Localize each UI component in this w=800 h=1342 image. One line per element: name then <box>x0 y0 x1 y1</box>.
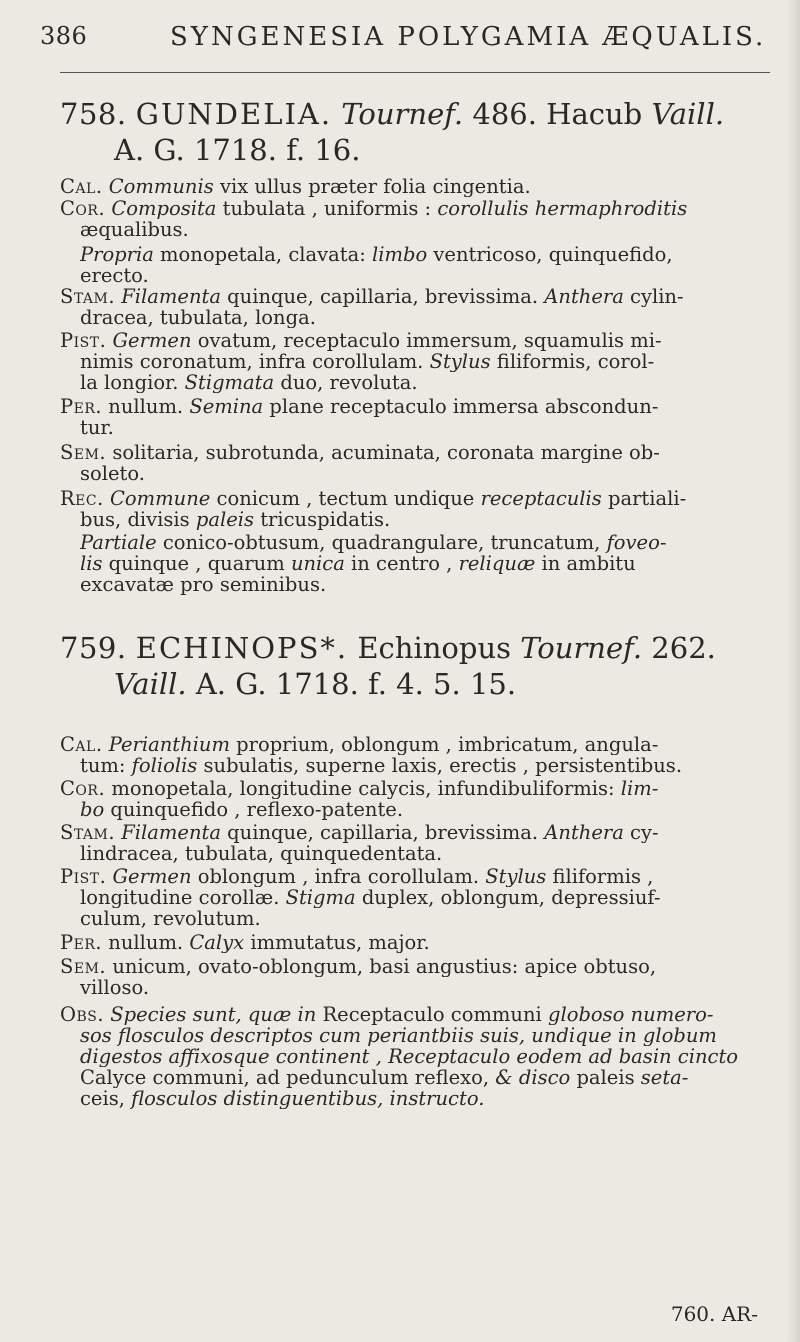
echinops-stamens: Stam. Filamenta quinque, capillaria, brevissima. Anthera cy- lindracea, tubulata, quinquedentata. <box>60 822 659 864</box>
gundelia-corolla-propria: Propria monopetala, clavata: limbo ventricoso, quinquefido, erecto. <box>80 244 673 286</box>
gundelia-calyx: Cal. Communis vix ullus præter folia cingentia. <box>60 176 531 197</box>
gundelia-seeds: Sem. solitaria, subrotunda, acuminata, coronata margine ob- soleto. <box>60 442 660 484</box>
page-number: 386 <box>40 22 88 50</box>
gundelia-pericarp: Per. nullum. Semina plane receptaculo immersa abscondun- tur. <box>60 396 659 438</box>
gundelia-corolla: Cor. Composita tubulata , uniformis : corollulis hermaphroditis æqualibus. <box>60 198 688 240</box>
page-edge-shadow <box>786 0 800 1342</box>
gundelia-receptacle-partiale: Partiale conico-obtusum, quadrangulare, truncatum, foveo- lis quinque , quarum unica in centro , reliquæ in ambitu excavatæ pro seminibus. <box>80 532 667 595</box>
running-title: SYNGENESIA POLYGAMIA ÆQUALIS. <box>170 22 767 52</box>
reference-page: 262. <box>642 631 716 665</box>
running-head <box>40 22 780 62</box>
reference-line-2: A. G. 1718. f. 16. <box>114 133 361 167</box>
genus-heading-echinops <box>60 630 780 702</box>
reference-vaillant: Vaill. <box>651 97 725 131</box>
genus-name: ECHINOPS*. <box>135 631 349 665</box>
reference-author: Tournef. <box>520 631 643 665</box>
echinops-corolla: Cor. monopetala, longitudine calycis, infundibuliformis: lim- bo quinquefido , reflexo-patente. <box>60 778 659 820</box>
reference-vaillant: Vaill. <box>114 667 187 701</box>
genus-number: 759. <box>60 631 127 665</box>
gundelia-stamens: Stam. Filamenta quinque, capillaria, brevissima. Anthera cylin- dracea, tubulata, longa. <box>60 286 684 328</box>
header-rule <box>60 72 770 73</box>
echinops-seeds: Sem. unicum, ovato-oblongum, basi angustius: apice obtuso, villoso. <box>60 956 657 998</box>
gundelia-pistil: Pist. Germen ovatum, receptaculo immersum, squamulis mi- nimis coronatum, infra corollulam. Stylus filiformis, corol- la longior. Stigmata duo, revoluta. <box>60 330 662 393</box>
genus-heading-gundelia <box>60 96 780 168</box>
reference-text: 486. Hacub <box>472 97 643 131</box>
genus-name: GUNDELIA. <box>135 97 333 131</box>
catchword: 760. AR- <box>670 1302 758 1326</box>
reference-line-2: A. G. 1718. f. 4. 5. 15. <box>186 667 517 701</box>
echinops-calyx: Cal. Perianthium proprium, oblongum , imbricatum, angula- tum: foliolis subulatis, superne laxis, erectis , persistentibus. <box>60 734 683 776</box>
gundelia-receptacle: Rec. Commune conicum , tectum undique receptaculis partiali- bus, divisis paleis tricuspidatis. <box>60 488 687 530</box>
reference-text: Echinopus <box>348 631 521 665</box>
echinops-observation: Obs. Species sunt, quæ in Receptaculo communi globoso numero- sos flosculos descriptos cum periantbiis suis, undique in globum digestos affixosque continent , Receptaculo eodem ad basin cincto Calyce communi, ad pedunculum reflexo, & disco paleis seta- ceis, flosculos distinguentibus, instructo. <box>60 1004 739 1109</box>
reference-author: Tournef. <box>341 97 464 131</box>
echinops-pericarp: Per. nullum. Calyx immutatus, major. <box>60 932 430 953</box>
echinops-pistil: Pist. Germen oblongum , infra corollulam. Stylus filiformis , longitudine corollæ. Stigma duplex, oblongum, depressiuf- culum, revolutum. <box>60 866 661 929</box>
genus-number: 758. <box>60 97 127 131</box>
